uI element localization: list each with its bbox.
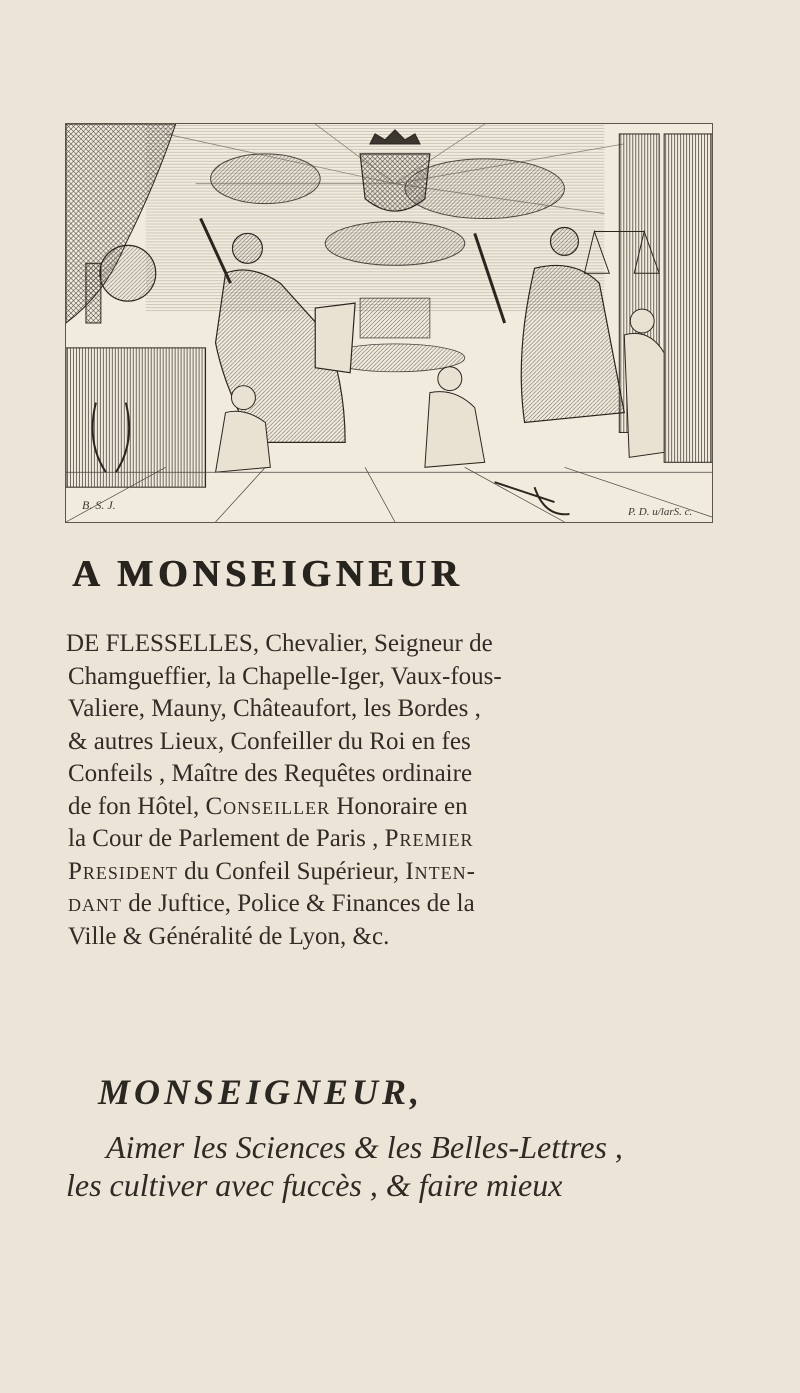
body-line-6-c: Honoraire en — [330, 792, 468, 820]
salutation-heading: MONSEIGNEUR, — [98, 1072, 424, 1112]
body-line-8-b: du Confeil Supérieur, — [177, 857, 406, 885]
body-line-2: Chamgueffier, la Chapelle-Iger, Vaux-fous- — [68, 662, 502, 690]
body-line-7 — [66, 823, 706, 856]
body-line-5: Confeils , Maître des Requêtes ordinaire — [68, 760, 473, 787]
body-line-9 — [66, 888, 706, 921]
opening-paragraph — [66, 1128, 746, 1204]
body-line-6 — [66, 791, 706, 824]
engraver-signature-right: P. D. u/larS. c. — [628, 506, 693, 518]
title-conseiller: Conseiller — [205, 792, 331, 820]
allegorical-engraving — [65, 123, 713, 523]
dedication-body — [66, 628, 706, 953]
engraver-signature-left: B. S. J. — [82, 498, 116, 512]
body-line-4: & autres Lieux, Confeiller du Roi en fes — [68, 727, 471, 755]
opening-line-1: Aimer les Sciences & les Belles-Lettres , — [106, 1129, 623, 1165]
title-dant: dant — [68, 890, 122, 917]
body-line-3: Valiere, Mauny, Châteaufort, les Bordes , — [68, 695, 481, 722]
body-line-8 — [66, 856, 706, 889]
dedication-title: A MONSEIGNEUR — [72, 553, 464, 595]
body-line-1: DE FLESSELLES, Chevalier, Seigneur de — [66, 630, 493, 657]
title-intendant: Inten- — [405, 857, 476, 885]
title-premier: Premier — [384, 825, 474, 852]
body-line-6-a: de fon Hôtel, — [68, 792, 206, 820]
body-line-9-b: de Juftice, Police & Finances de la — [122, 890, 475, 917]
body-line-7-a: la Cour de Parlement de Paris , — [68, 825, 385, 852]
opening-line-2: les cultiver avec fuccès , & faire mieux — [66, 1167, 563, 1203]
title-president: President — [68, 857, 178, 885]
body-line-10: Ville & Généralité de Lyon, &c. — [68, 922, 390, 950]
